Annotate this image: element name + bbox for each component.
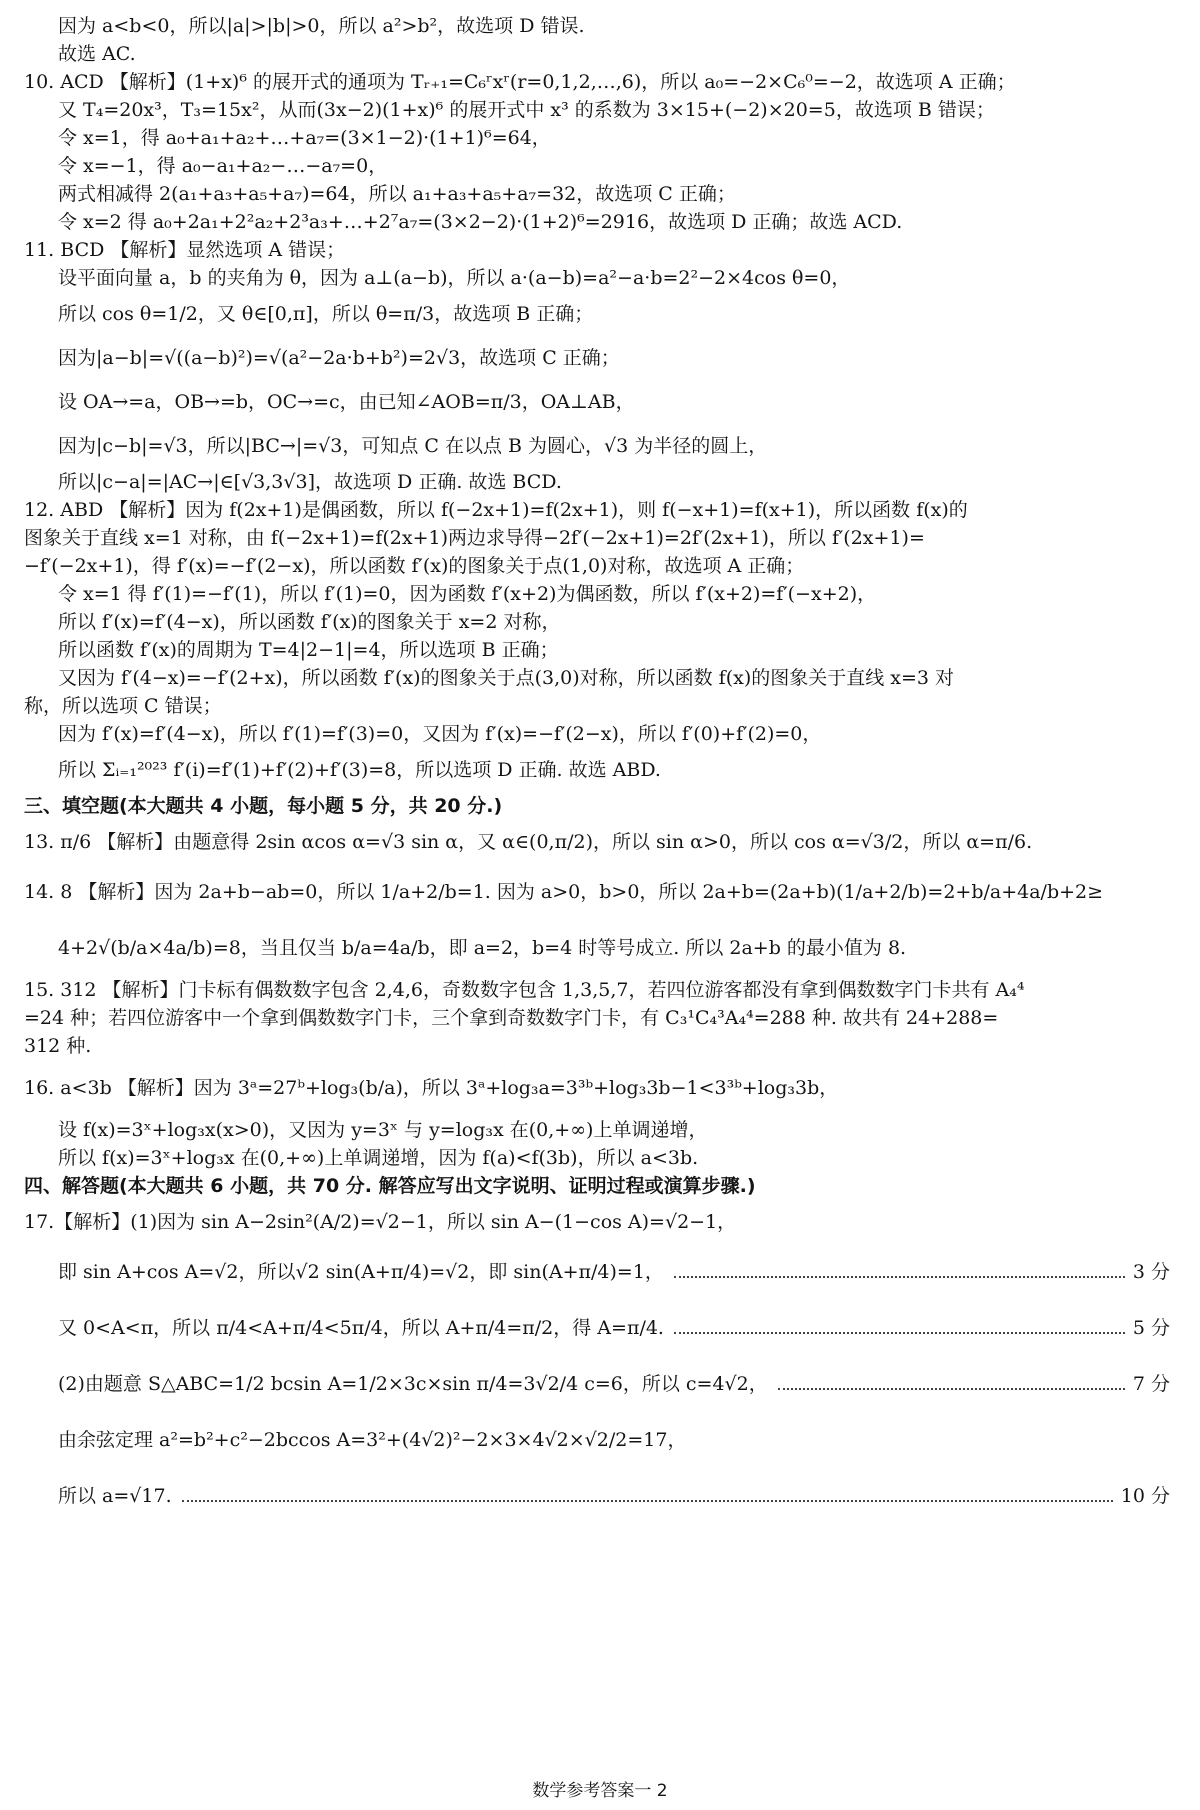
- text-line: 312 种.: [24, 1035, 92, 1057]
- scored-line: [24, 1356, 1170, 1412]
- page-footer: 数学参考答案一 2: [532, 1781, 668, 1801]
- text-line: 因为|a−b|=√((a−b)²)=√(a²−2a·b+b²)=2√3，故选项 C 正确；: [58, 347, 620, 369]
- text-line: 因为 f′(x)=f′(4−x)，所以 f′(1)=f′(3)=0，又因为 f′(x)=−f′(2−x)，所以 f′(0)+f′(2)=0，: [58, 723, 822, 745]
- text-line: 所以 f′(x)=f′(4−x)，所以函数 f′(x)的图象关于 x=2 对称，: [58, 611, 561, 633]
- dot-leader: [674, 1276, 1125, 1278]
- score-mark: 10 分: [1120, 1485, 1170, 1507]
- answer-16: 16. a<3b 【解析】因为 3ᵃ=27ᵇ+log₃(b/a)，所以 3ᵃ+log₃a=3³ᵇ+log₃3b−1<3³ᵇ+log₃3b，: [24, 1077, 839, 1099]
- answer-13: 13. π/6 【解析】由题意得 2sin αcos α=√3 sin α，又 α∈(0,π/2)，所以 sin α>0，所以 cos α=√3/2，所以 α=π/6.: [24, 831, 1033, 853]
- scored-line: [24, 1468, 1170, 1524]
- text-line: 设 f(x)=3ˣ+log₃x(x>0)，又因为 y=3ˣ 与 y=log₃x 在(0,+∞)上单调递增，: [58, 1119, 708, 1141]
- answer-15: 15. 312 【解析】门卡标有偶数数字包含 2,4,6，奇数数字包含 1,3,5,7，若四位游客都没有拿到偶数数字门卡共有 A₄⁴: [24, 979, 1025, 1001]
- text-line: 所以 a=√17.: [58, 1485, 172, 1507]
- section-heading-fill-blank: 三、填空题(本大题共 4 小题，每小题 5 分，共 20 分.): [24, 795, 503, 817]
- score-mark: 3 分: [1132, 1261, 1170, 1283]
- text-line: =24 种；若四位游客中一个拿到偶数数字门卡，三个拿到奇数数字门卡，有 C₃¹C₄³A₄⁴=288 种. 故共有 24+288=: [24, 1007, 999, 1029]
- text-line: 故选 AC.: [58, 43, 136, 65]
- text-line: 4+2√(b/a×4a/b)=8，当且仅当 b/a=4a/b，即 a=2，b=4 时等号成立. 所以 2a+b 的最小值为 8.: [58, 937, 907, 959]
- score-mark: 5 分: [1132, 1317, 1170, 1339]
- score-mark: 7 分: [1132, 1373, 1170, 1395]
- text-line: −f′(−2x+1)，得 f′(x)=−f′(2−x)，所以函数 f′(x)的图象关于点(1,0)对称，故选项 A 正确；: [24, 555, 805, 577]
- text-line: 令 x=1，得 a₀+a₁+a₂+…+a₇=(3×1−2)·(1+1)⁶=64，: [58, 127, 551, 149]
- text-line: 所以 f(x)=3ˣ+log₃x 在(0,+∞)上单调递增，因为 f(a)<f(3b)，所以 a<3b.: [58, 1147, 699, 1169]
- scored-line: [24, 1244, 1170, 1300]
- text-line: 令 x=2 得 a₀+2a₁+2²a₂+2³a₃+…+2⁷a₇=(3×2−2)·(1+2)⁶=2916，故选项 D 正确；故选 ACD.: [58, 211, 903, 233]
- text-line: 因为|c−b|=√3，所以|BC→|=√3，可知点 C 在以点 B 为圆心，√3 为半径的圆上，: [58, 435, 768, 457]
- section-heading-solutions: 四、解答题(本大题共 6 小题，共 70 分. 解答应写出文字说明、证明过程或演算步骤.): [24, 1175, 756, 1197]
- answer-10-heading: 10. ACD 【解析】(1+x)⁶ 的展开式的通项为 Tᵣ₊₁=C₆ʳxʳ(r=0,1,2,…,6)，所以 a₀=−2×C₆⁰=−2，故选项 A 正确；: [24, 71, 1016, 93]
- text-line: 即 sin A+cos A=√2，所以√2 sin(A+π/4)=√2，即 sin(A+π/4)=1，: [58, 1261, 664, 1283]
- dot-leader: [674, 1332, 1125, 1334]
- scored-line: [24, 1300, 1170, 1356]
- text-line: 又因为 f′(4−x)=−f′(2+x)，所以函数 f′(x)的图象关于点(3,0)对称，所以函数 f(x)的图象关于直线 x=3 对: [58, 667, 955, 689]
- text-line: 图象关于直线 x=1 对称，由 f(−2x+1)=f(2x+1)两边求导得−2f′(−2x+1)=2f′(2x+1)，所以 f′(2x+1)=: [24, 527, 925, 549]
- text-line: (2)由题意 S△ABC=1/2 bcsin A=1/2×3c×sin π/4=3√2/4 c=6，所以 c=4√2，: [58, 1373, 768, 1395]
- text-line: 令 x=−1，得 a₀−a₁+a₂−…−a₇=0，: [58, 155, 388, 177]
- text-line: 由余弦定理 a²=b²+c²−2bccos A=3²+(4√2)²−2×3×4√2×√2/2=17，: [58, 1429, 687, 1451]
- text-line: 称，所以选项 C 错误；: [24, 695, 222, 717]
- text-line: 两式相减得 2(a₁+a₃+a₅+a₇)=64，所以 a₁+a₃+a₅+a₇=32，故选项 C 正确；: [58, 183, 736, 205]
- text-line: 所以 cos θ=1/2，又 θ∈[0,π]，所以 θ=π/3，故选项 B 正确；: [58, 303, 594, 325]
- text-line: 因为 a<b<0，所以|a|>|b|>0，所以 a²>b²，故选项 D 错误.: [58, 15, 585, 37]
- dot-leader: [182, 1500, 1113, 1502]
- text-line: 设 OA→=a，OB→=b，OC→=c，由已知∠AOB=π/3，OA⊥AB，: [58, 391, 635, 413]
- answer-14: 14. 8 【解析】因为 2a+b−ab=0，所以 1/a+2/b=1. 因为 a>0，b>0，所以 2a+b=(2a+b)(1/a+2/b)=2+b/a+4a/b+2≥: [24, 881, 1104, 903]
- text-line: 所以|c−a|=|AC→|∈[√3,3√3]，故选项 D 正确. 故选 BCD.: [58, 471, 562, 493]
- answer-12-heading: 12. ABD 【解析】因为 f(2x+1)是偶函数，所以 f(−2x+1)=f(2x+1)，则 f(−x+1)=f(x+1)，所以函数 f(x)的: [24, 499, 968, 521]
- text-line: 所以函数 f′(x)的周期为 T=4|2−1|=4，所以选项 B 正确；: [58, 639, 559, 661]
- dot-leader: [778, 1388, 1125, 1390]
- answer-11-heading: 11. BCD 【解析】显然选项 A 错误；: [24, 239, 346, 261]
- text-line: 所以 Σᵢ₌₁²⁰²³ f′(i)=f′(1)+f′(2)+f′(3)=8，所以选项 D 正确. 故选 ABD.: [58, 759, 661, 781]
- text-line: 令 x=1 得 f′(1)=−f′(1)，所以 f′(1)=0，因为函数 f′(x+2)为偶函数，所以 f′(x+2)=f′(−x+2)，: [58, 583, 877, 605]
- answer-17: 17.【解析】(1)因为 sin A−2sin²(A/2)=√2−1，所以 sin A−(1−cos A)=√2−1，: [24, 1211, 737, 1233]
- text-line: 又 0<A<π，所以 π/4<A+π/4<5π/4，所以 A+π/4=π/2，得 A=π/4.: [58, 1317, 664, 1339]
- text-line: 设平面向量 a，b 的夹角为 θ，因为 a⊥(a−b)，所以 a·(a−b)=a²−a·b=2²−2×4cos θ=0，: [58, 267, 851, 289]
- text-line: 又 T₄=20x³，T₃=15x²，从而(3x−2)(1+x)⁶ 的展开式中 x³ 的系数为 3×15+(−2)×20=5，故选项 B 错误；: [58, 99, 995, 121]
